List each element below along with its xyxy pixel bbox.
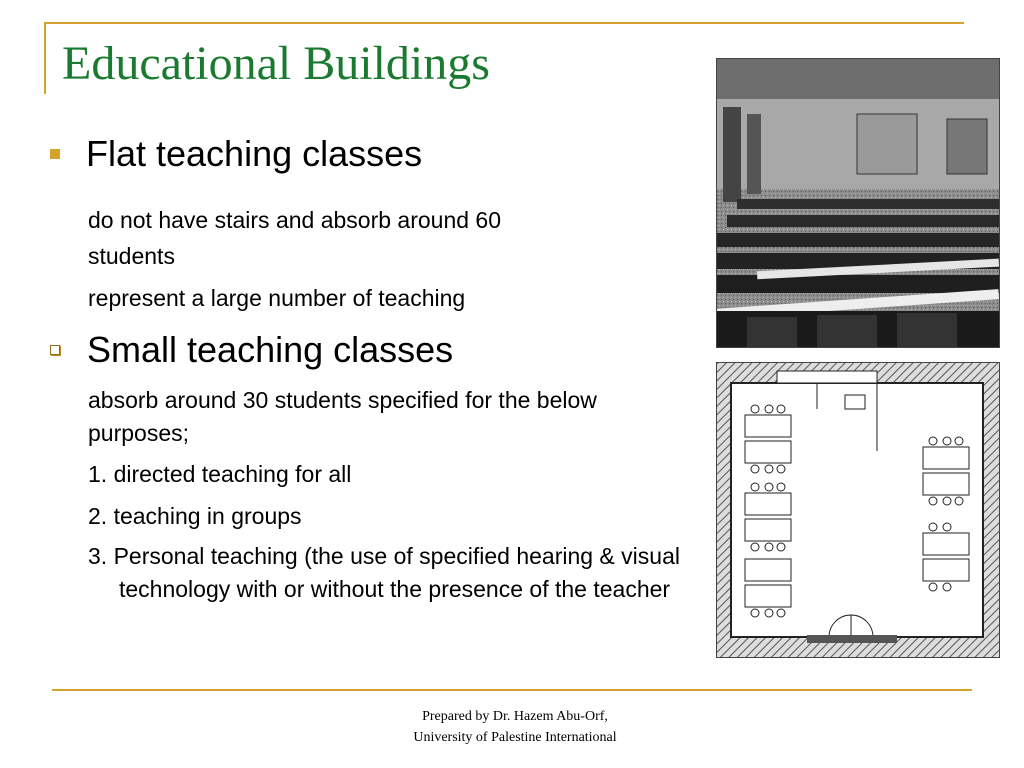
sub-line: 1. directed teaching for all (88, 461, 352, 487)
sub-line: do not have stairs and absorb around 60 (88, 207, 502, 233)
section-heading: Flat teaching classes (86, 133, 423, 174)
footer-credit (320, 706, 710, 748)
floor-plan-illustration (717, 363, 999, 657)
bullet-flat-teaching (50, 134, 422, 174)
square-bullet-icon (50, 149, 60, 159)
slide-title: Educational Buildings (62, 37, 490, 90)
sub-line: 2. teaching in groups (88, 503, 302, 529)
footer-divider (52, 689, 972, 691)
lecture-hall-illustration (717, 59, 999, 347)
lecture-hall-photo (716, 58, 1000, 348)
bullet-small-teaching (50, 330, 453, 370)
frame-top-line (44, 22, 964, 24)
frame-left-line (44, 22, 46, 94)
sub-line-hanging: 3. Personal teaching (the use of specified hearing & visual technology with or without the presence of the teacher (88, 543, 680, 603)
footer-line-1: Prepared by Dr. Hazem Abu-Orf, (422, 709, 608, 724)
sub-line: absorb around 30 students specified for the below purposes; (88, 387, 597, 447)
sub-line: represent a large number of teaching (88, 285, 466, 311)
sub-line: students (88, 243, 175, 269)
hollow-square-bullet-icon (50, 345, 60, 355)
footer-line-2: University of Palestine International (413, 730, 617, 745)
section-heading: Small teaching classes (87, 329, 454, 370)
classroom-floor-plan (716, 362, 1000, 658)
